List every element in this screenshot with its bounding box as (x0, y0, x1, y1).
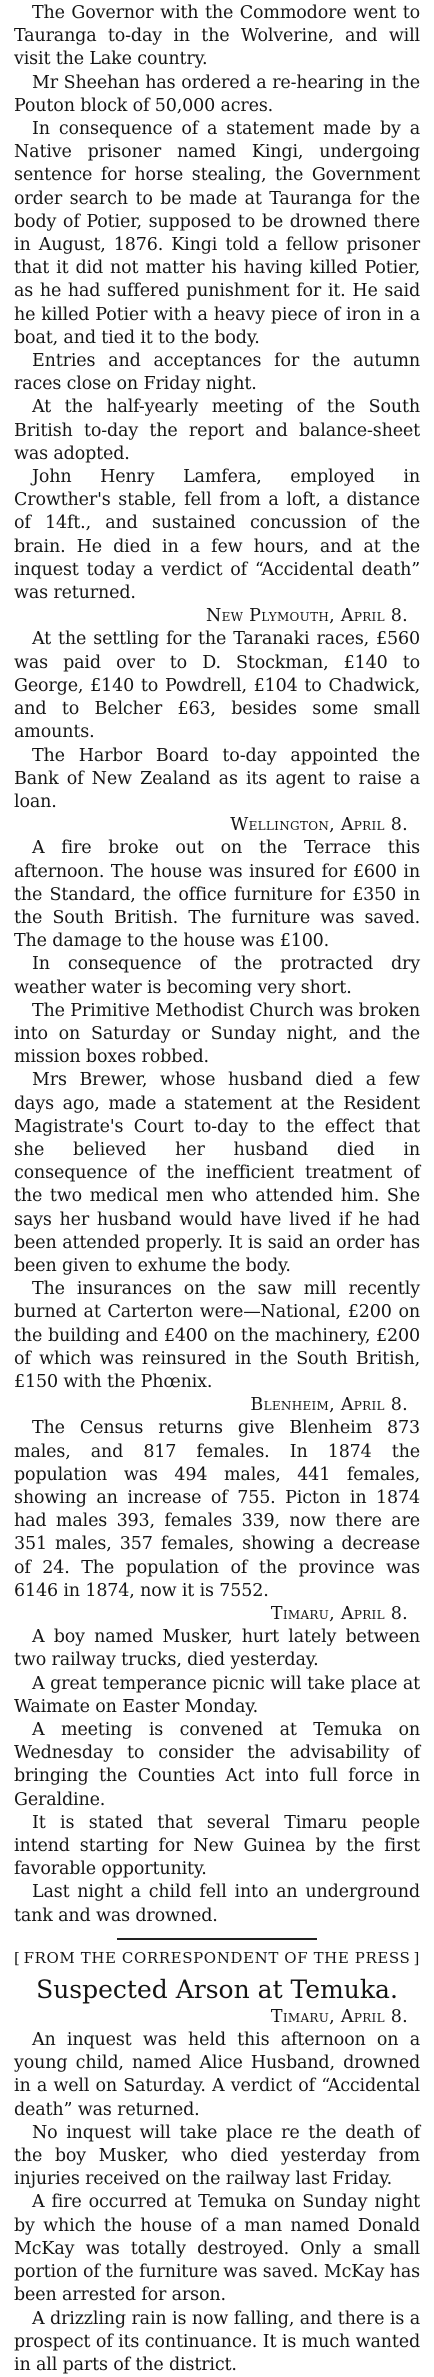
paragraph-methodist-church: The Primitive Methodist Church was broken into on Saturday or Sunday night, and the mission boxes robbed. (14, 1000, 420, 1070)
paragraph-temuka-meeting: A meeting is convened at Temuka on Wednesday to consider the advisability of bringing the Counties Act into full force in Geraldine. (14, 1719, 420, 1812)
dateline-wellington-text: Wellington, April 8. (230, 815, 408, 835)
correspondent-line (14, 1946, 420, 1970)
paragraph-temperance-picnic: A great temperance picnic will take place at Waimate on Easter Monday. (14, 1673, 420, 1719)
paragraph-carterton-insurance: The insurances on the saw mill recently burned at Carterton were—National, £200 on the building and £400 on the machinery, £200 of which was reinsured in the South British, £150 with the Phœnix. (14, 1278, 420, 1394)
paragraph-potier-search: In consequence of a statement made by a Native prisoner named Kingi, undergoing sentence for horse stealing, the Government order search to be made at Tauranga for the body of Potier, supposed to be drowned there in August, 1876. Kingi told a fellow prisoner that it did not matter his having killed Potier, as he had suffered punishment for it. He said he killed Potier with a heavy piece of iron in a boat, and tied it to the body. (14, 118, 420, 350)
dateline-blenheim (14, 1394, 420, 1417)
paragraph-drizzling-rain: A drizzling rain is now falling, and there is a prospect of its continuance. It is much wanted in all parts of the district. (14, 2308, 420, 2377)
paragraph-child-drowned: Last night a child fell into an underground tank and was drowned. (14, 1881, 420, 1927)
paragraph-pouton-rehearing: Mr Sheehan has ordered a re-hearing in the Pouton block of 50,000 acres. (14, 72, 420, 118)
correspondent-text: FROM THE CORRESPONDENT OF THE PRESS (24, 1946, 411, 1970)
paragraph-new-guinea: It is stated that several Timaru people intend starting for New Guinea by the first favorable opportunity. (14, 1812, 420, 1882)
paragraph-taranaki-races: At the settling for the Taranaki races, £560 was paid over to D. Stockman, £140 to George, £140 to Powdrell, £104 to Chadwick, and to Belcher £63, besides some small amounts. (14, 628, 420, 744)
paragraph-no-inquest-musker: No inquest will take place re the death of the boy Musker, who died yesterday from injuries received on the railway last Friday. (14, 2122, 420, 2192)
paragraph-terrace-fire: A fire broke out on the Terrace this afternoon. The house was insured for £600 in the Standard, the office furniture for £350 in the South British. The furniture was saved. The damage to the house was £100. (14, 837, 420, 953)
headline-suspected-arson: Suspected Arson at Temuka. (14, 1974, 420, 2006)
dateline-timaru-second-text: Timaru, April 8. (271, 2007, 408, 2027)
dateline-timaru-second (14, 2006, 420, 2029)
dateline-timaru (14, 1603, 420, 1626)
dateline-wellington (14, 814, 420, 837)
paragraph-governor-tauranga: The Governor with the Commodore went to Tauranga to-day in the Wolverine, and will visit the Lake country. (14, 2, 420, 72)
paragraph-south-british-meeting: At the half-yearly meeting of the South British to-day the report and balance-sheet was adopted. (14, 396, 420, 466)
paragraph-mckay-fire: A fire occurred at Temuka on Sunday night by which the house of a man named Donald McKay was totally destroyed. Only a small portion of the furniture was saved. McKay has been arrested for arson. (14, 2191, 420, 2307)
section-divider-rule (117, 1938, 317, 1940)
paragraph-alice-husband: An inquest was held this afternoon on a young child, named Alice Husband, drowned in a well on Saturday. A verdict of “Accidental death” was returned. (14, 2029, 420, 2122)
paragraph-lamfera-inquest: John Henry Lamfera, employed in Crowther's stable, fell from a loft, a distance of 14ft., and sustained concussion of the brain. He died in a few hours, and at the inquest today a verdict of “Accidental death” was returned. (14, 466, 420, 605)
paragraph-harbor-board: The Harbor Board to-day appointed the Bank of New Zealand as its agent to raise a loan. (14, 745, 420, 815)
paragraph-autumn-races: Entries and acceptances for the autumn races close on Friday night. (14, 350, 420, 396)
dateline-blenheim-text: Blenheim, April 8. (250, 1395, 408, 1415)
paragraph-census-returns: The Census returns give Blenheim 873 males, and 817 females. In 1874 the population was 494 males, 441 females, showing an increase of 755. Picton in 1874 had males 393, females 339, now there are 351 males, 357 females, showing a decrease of 24. The population of the province was 6146 in 1874, now it is 7552. (14, 1417, 420, 1603)
paragraph-musker-death: A boy named Musker, hurt lately between two railway trucks, died yesterday. (14, 1626, 420, 1672)
paragraph-dry-weather: In consequence of the protracted dry weather water is becoming very short. (14, 953, 420, 999)
dateline-new-plymouth-text: New Plymouth, April 8. (206, 606, 408, 626)
dateline-new-plymouth (14, 605, 420, 628)
correspondent-open-bracket: [ (14, 1946, 20, 1970)
dateline-timaru-text: Timaru, April 8. (271, 1604, 408, 1624)
correspondent-close-bracket: ] (414, 1946, 420, 1970)
paragraph-mrs-brewer: Mrs Brewer, whose husband died a few days ago, made a statement at the Resident Magistrate's Court to-day to the effect that she believed her husband died in consequence of the inefficient treatment of the two medical men who attended him. She says her husband would have lived if he had been attended properly. It is said an order has been given to exhume the body. (14, 1069, 420, 1278)
